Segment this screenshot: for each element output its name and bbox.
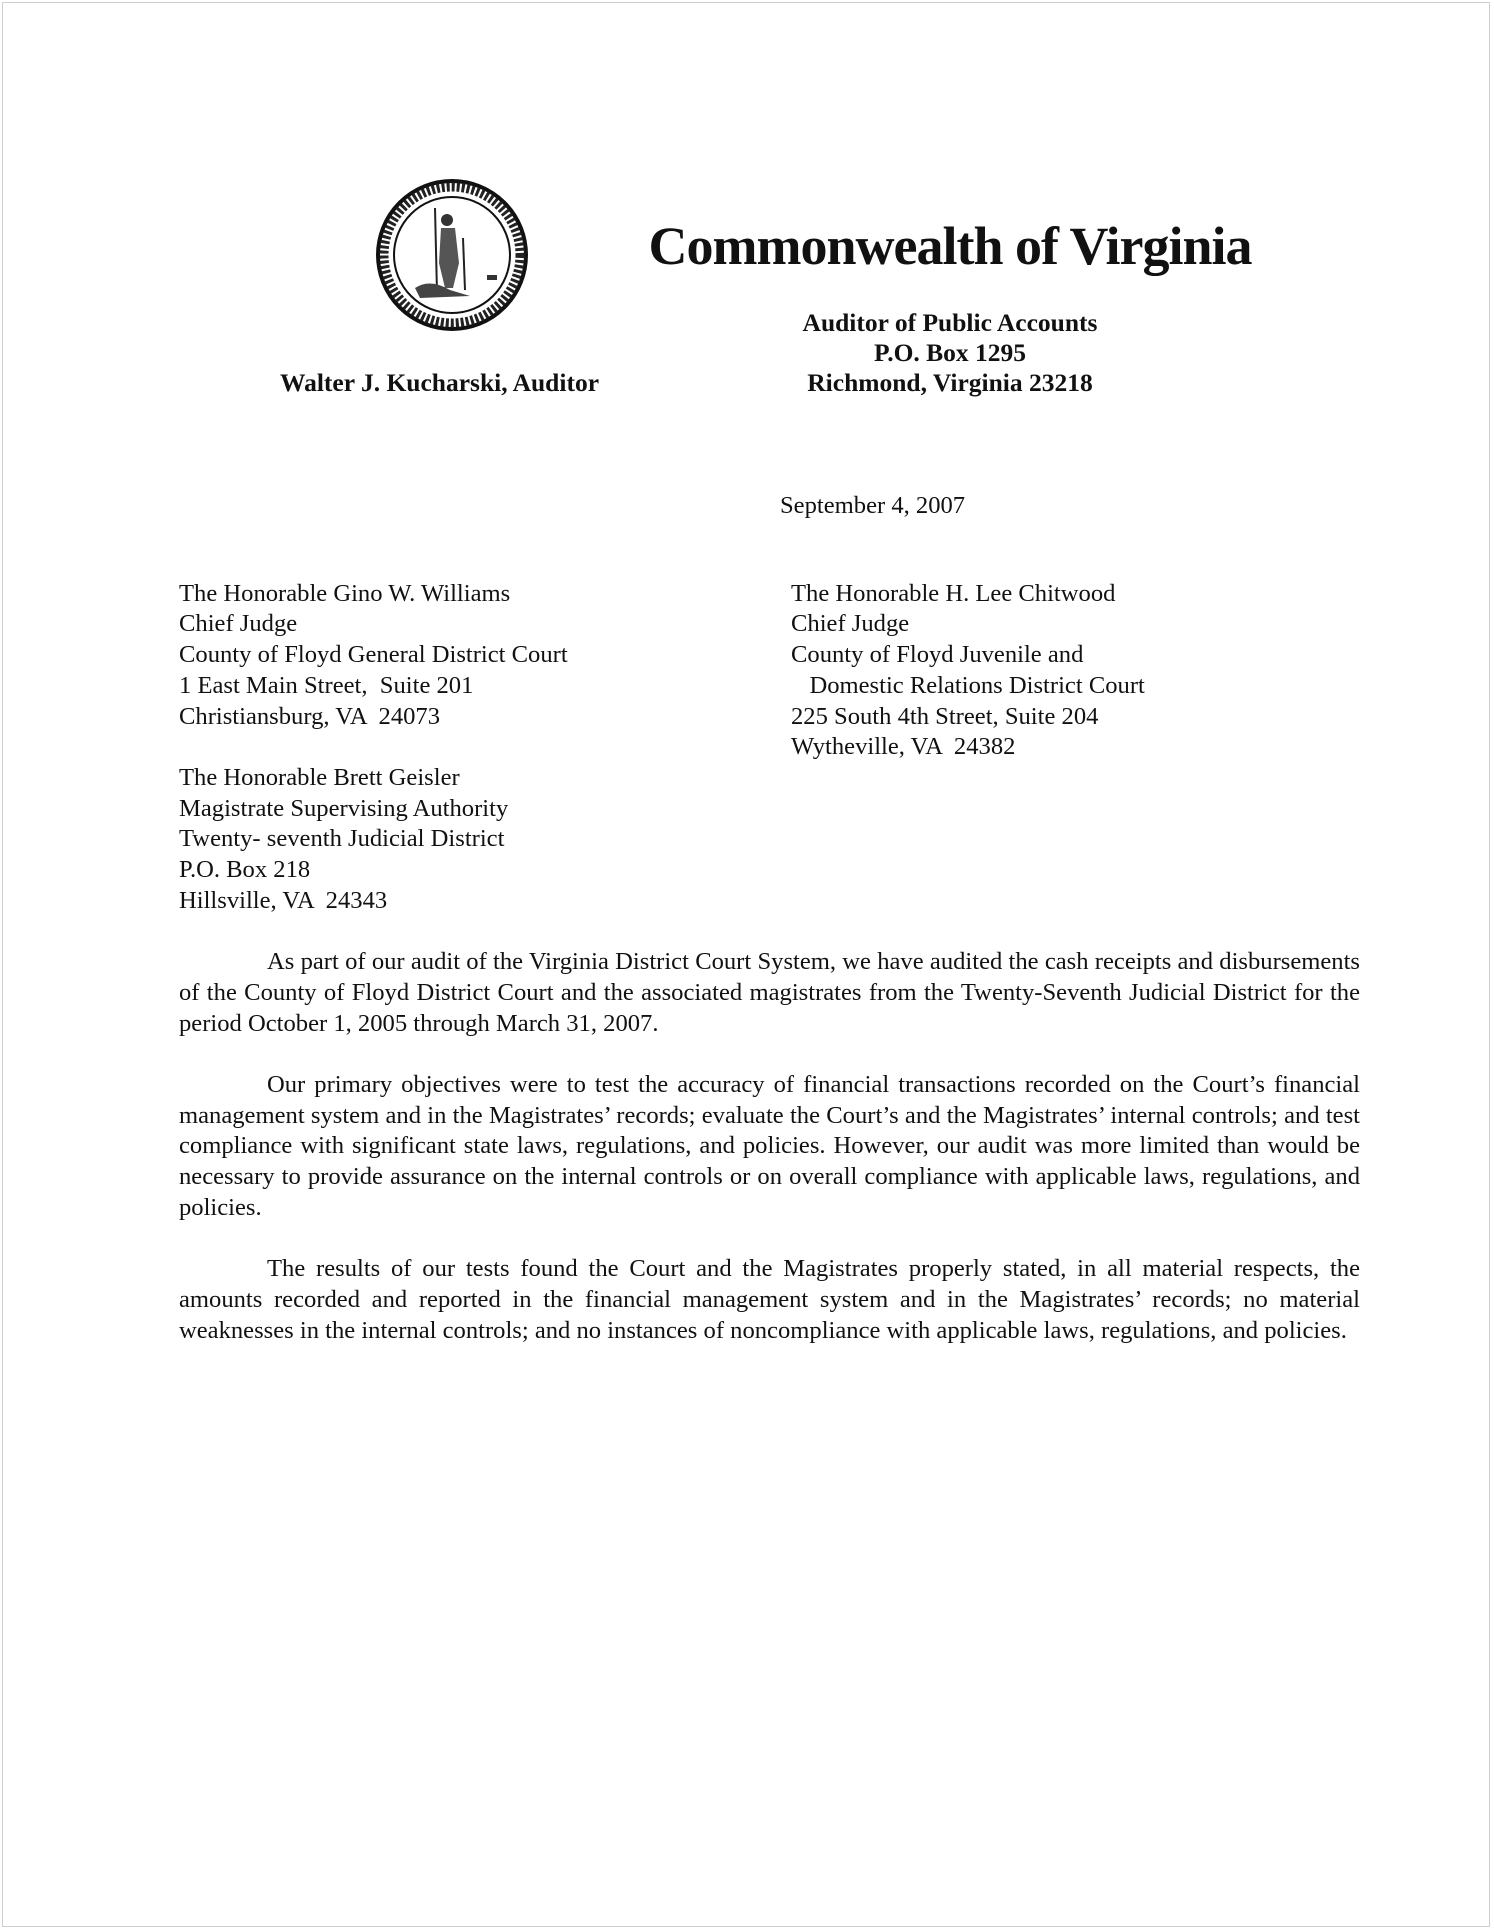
address-line: The Honorable H. Lee Chitwood [791, 579, 1116, 607]
address-line: County of Floyd General District Court [179, 641, 568, 669]
address-line: Magistrate Supervising Authority [179, 794, 509, 822]
addressee-block-3 [179, 763, 791, 917]
address-line: Chief Judge [791, 610, 910, 638]
address-line: Wytheville, VA 24382 [791, 733, 1016, 761]
address-line: The Honorable Brett Geisler [179, 763, 460, 791]
auditor-name: Walter J. Kucharski, Auditor [280, 368, 600, 397]
office-city: Richmond, Virginia 23218 [807, 368, 1093, 397]
addressee-block-2 [791, 579, 1360, 917]
addressee-block-1 [179, 579, 791, 733]
virginia-seal-logo [375, 178, 529, 332]
address-line: Domestic Relations District Court [791, 671, 1145, 699]
office-po-box: P.O. Box 1295 [873, 338, 1027, 367]
addressee-column-left [179, 579, 791, 917]
office-address [740, 308, 1160, 398]
address-line: 1 East Main Street, Suite 201 [179, 671, 474, 699]
body-paragraph-1: As part of our audit of the Virginia District Court System, we have audited the cash receipts and disbursements of the County of Floyd District Court and the associated magistrates from the Twenty-Seventh Judicial District for the period October 1, 2005 through March 31, 2007. [179, 948, 1360, 1037]
addressees [179, 579, 1360, 917]
body-paragraph-3: The results of our tests found the Court and the Magistrates properly stated, in all material respects, the amounts recorded and reported in the financial management system and in the Magistrates’ records; no material weaknesses in the internal controls; and no instances of noncompliance with applicable laws, regulations, and policies. [179, 1255, 1360, 1344]
office-name: Auditor of Public Accounts [802, 308, 1098, 337]
address-line: 225 South 4th Street, Suite 204 [791, 702, 1099, 730]
address-line: The Honorable Gino W. Williams [179, 579, 511, 607]
address-line: Christiansburg, VA 24073 [179, 702, 441, 730]
address-line: County of Floyd Juvenile and [791, 641, 1084, 669]
letter-content [179, 491, 1360, 1346]
address-line: P.O. Box 218 [179, 856, 311, 884]
letter-date: September 4, 2007 [780, 492, 966, 519]
letterhead-title: Commonwealth of Virginia [648, 216, 1252, 276]
body-paragraph-2: Our primary objectives were to test the accuracy of financial transactions recorded on the Court’s financial management system and in the Magistrates’ records; evaluate the Court’s and the Magistrates’ internal controls; and test compliance with significant state laws, regulations, and policies. However, our audit was more limited than would be necessary to provide assurance on the internal controls or on overall compliance with applicable laws, regulations, and policies. [179, 1070, 1360, 1221]
address-line: Hillsville, VA 24343 [179, 886, 388, 914]
address-spacer [179, 732, 791, 763]
address-line: Twenty- seventh Judicial District [179, 825, 505, 853]
address-line: Chief Judge [179, 610, 298, 638]
